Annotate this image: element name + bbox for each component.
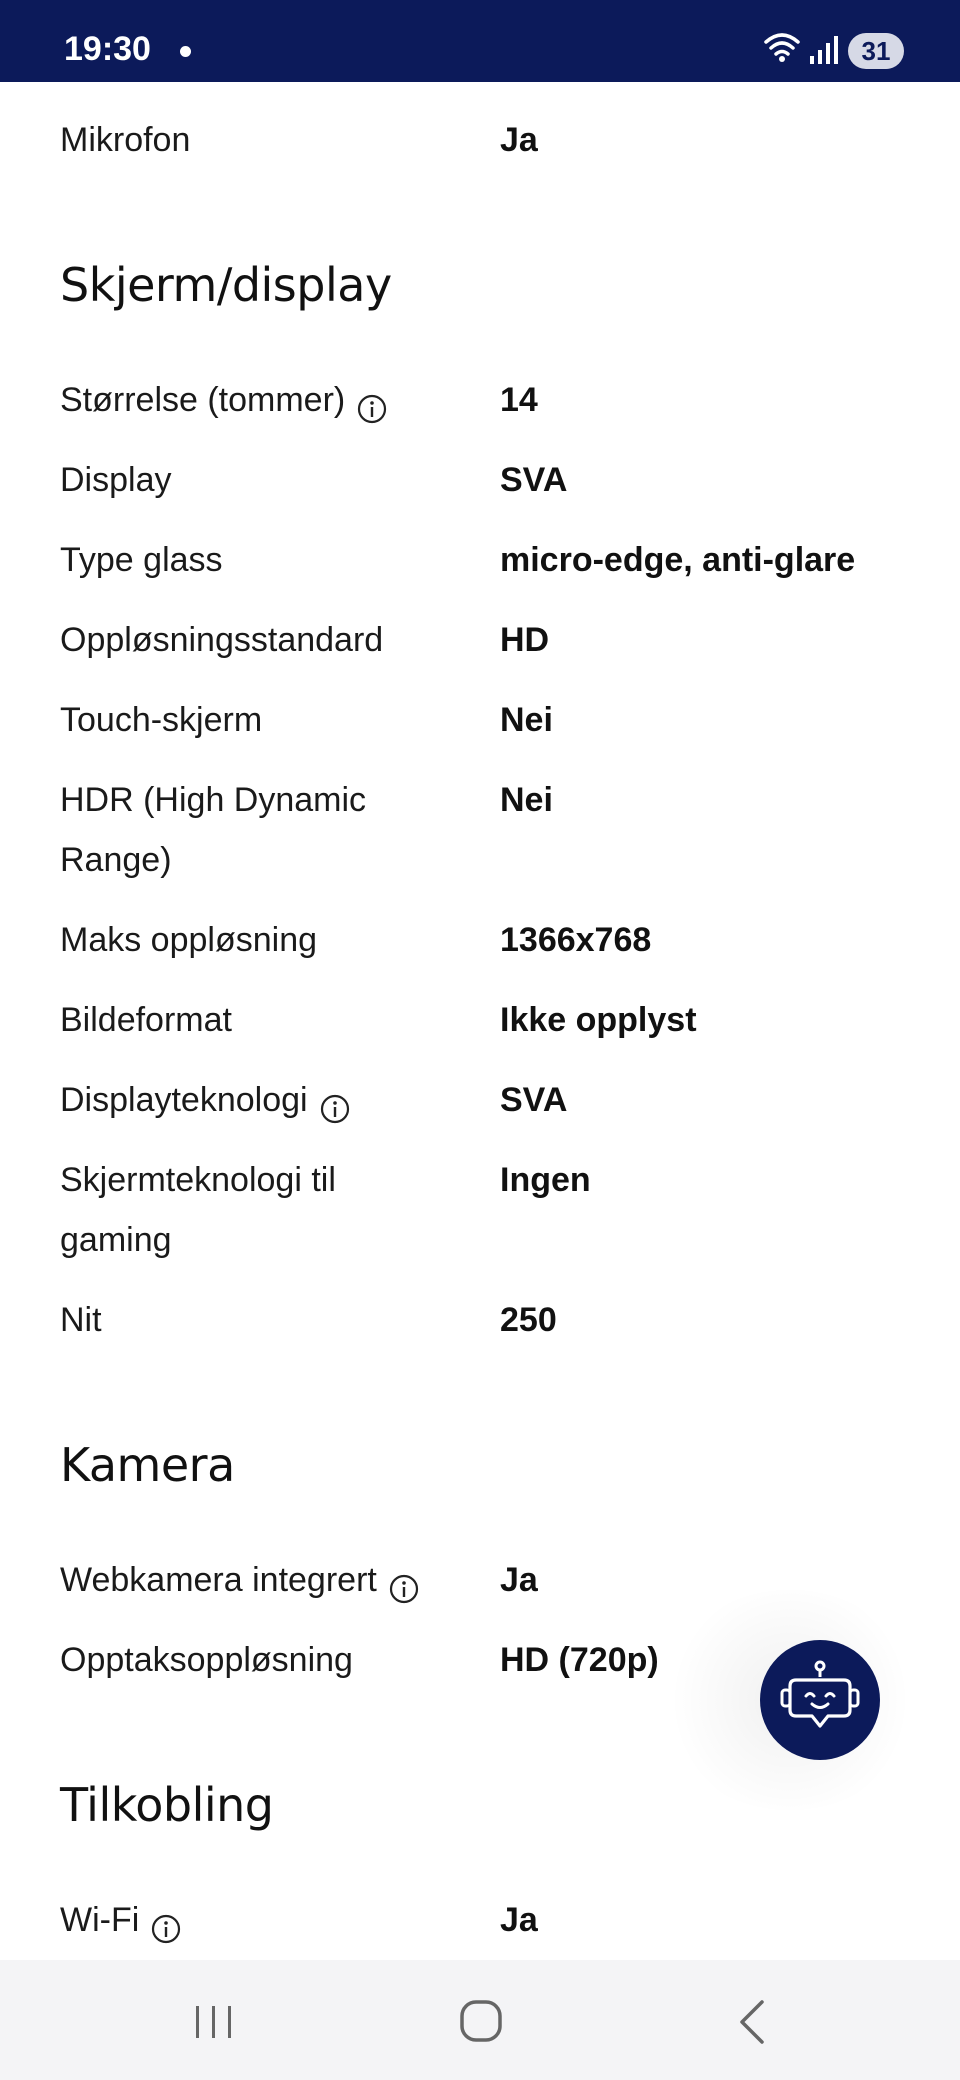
spec-value: 14 (500, 381, 538, 419)
info-icon[interactable] (389, 1563, 419, 1593)
recent-apps-icon[interactable] (184, 1994, 244, 2050)
spec-value: SVA (500, 1081, 568, 1119)
section-title-display: Skjerm/display (60, 258, 392, 312)
spec-label: Opptaksoppløsning (60, 1641, 353, 1679)
spec-label-text: Størrelse (tommer) (60, 381, 346, 419)
info-icon[interactable] (357, 383, 387, 413)
home-icon[interactable] (452, 1994, 512, 2050)
spec-label (60, 1070, 460, 1130)
spec-label-text: Wi-Fi (60, 1901, 140, 1939)
navigation-bar (0, 1960, 960, 2080)
spec-value: Ja (500, 1561, 538, 1599)
chatbot-button[interactable] (760, 1640, 880, 1760)
spec-label: HDR (High Dynamic Range) (60, 781, 367, 879)
spec-value: Ja (500, 1901, 538, 1939)
info-icon[interactable] (151, 1903, 181, 1933)
info-icon[interactable] (320, 1083, 350, 1113)
spec-value: Nei (500, 701, 553, 739)
spec-label: Type glass (60, 541, 223, 579)
status-time: 19:30 (64, 30, 151, 68)
spec-label (60, 1890, 460, 1950)
notification-dot (180, 46, 191, 57)
wifi-icon (762, 30, 802, 69)
spec-label: Touch-skjerm (60, 701, 263, 739)
spec-value: HD (500, 621, 550, 659)
spec-label (60, 1550, 460, 1610)
cell-signal-icon (810, 34, 838, 69)
spec-value: HD (720p) (500, 1641, 659, 1679)
spec-label-text: Webkamera integrert (60, 1561, 377, 1599)
battery-indicator: 31 (848, 33, 904, 69)
section-title-tilkobling: Tilkobling (60, 1778, 274, 1832)
spec-label-text: Displayteknologi (60, 1081, 308, 1119)
spec-label: Mikrofon (60, 121, 191, 159)
spec-value: Ingen (500, 1161, 591, 1199)
spec-label: Bildeformat (60, 1001, 232, 1039)
spec-value: Ja (500, 121, 538, 159)
status-bar (0, 0, 960, 82)
section-title-kamera: Kamera (60, 1438, 235, 1492)
spec-label: Skjermteknologi til gaming (60, 1161, 336, 1259)
spec-value: 250 (500, 1301, 557, 1339)
spec-value: Nei (500, 781, 553, 819)
spec-value: micro-edge, anti-glare (500, 541, 856, 579)
chatbot-icon (778, 1658, 862, 1742)
spec-value: 1366x768 (500, 921, 652, 959)
spec-value: Ikke opplyst (500, 1001, 697, 1039)
spec-label (60, 370, 460, 430)
spec-label: Nit (60, 1301, 102, 1339)
spec-label: Oppløsningsstandard (60, 621, 384, 659)
spec-value: SVA (500, 461, 568, 499)
spec-label: Maks oppløsning (60, 921, 318, 959)
back-icon[interactable] (722, 1994, 782, 2050)
spec-label: Display (60, 461, 172, 499)
